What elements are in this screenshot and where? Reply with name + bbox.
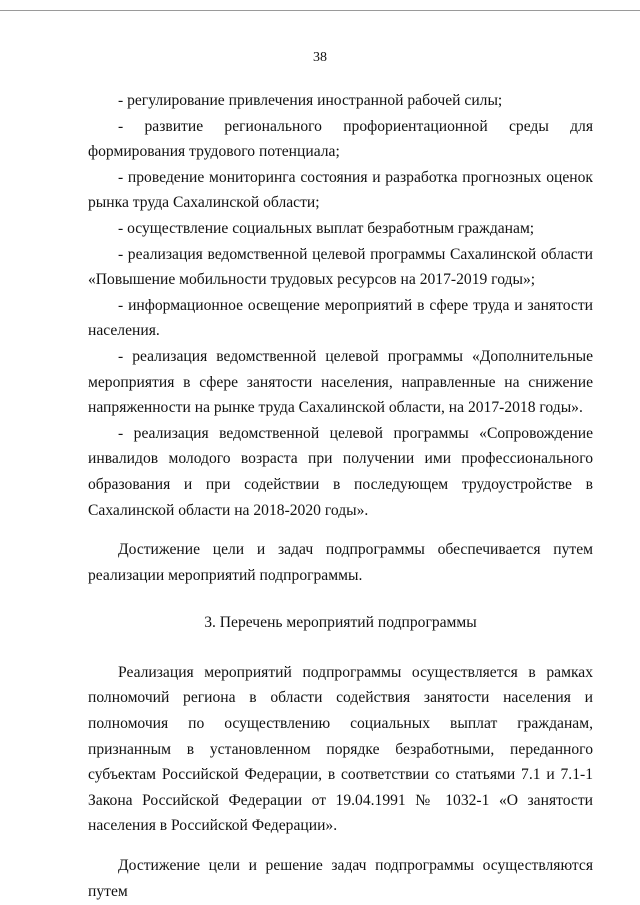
paragraph: - осуществление социальных выплат безработным гражданам; [118, 219, 535, 237]
paragraph: Реализация мероприятий подпрограммы осуществляется в рамках полномочий региона в области содействия занятости населения и полномочия по осуществлению социальных выплат гражданам, признанным в установленном порядке безработными, переданного субъектам Российской Федерации, в соответствии со статьями 7.1 и 7.1-1 Закона Российской Федерации от 19.04.1991 № 1032-1 «О занятости населения в Российской Федерации». [88, 663, 593, 835]
paragraph: Достижение цели и решение задач подпрограммы осуществляются путем [88, 857, 593, 900]
paragraph: - информационное освещение мероприятий в сфере труда и занятости населения. [88, 296, 593, 340]
paragraph: - реализация ведомственной целевой программы Сахалинской области «Повышение мобильности трудовых ресурсов на 2017-2019 годы»; [88, 245, 593, 289]
paragraph: - развитие регионального профориентационной среды для формирования трудового потенциала; [88, 117, 593, 161]
paragraph: - проведение мониторинга состояния и разработка прогнозных оценок рынка труда Сахалинской области; [88, 168, 593, 212]
paragraph: - регулирование привлечения иностранной рабочей силы; [118, 92, 503, 109]
paragraph: Достижение цели и задач подпрограммы обеспечивается путем реализации мероприятий подпрограммы. [88, 541, 593, 584]
document-body [88, 88, 593, 904]
paragraph: - реализация ведомственной целевой программы «Сопровождение инвалидов молодого возраста при получении ими профессионального образования и при содействии в последующем трудоустройстве в Сахалинской области на 2018-2020 годы». [88, 424, 593, 519]
page-number: 38 [313, 50, 327, 65]
section-heading: 3. Перечень мероприятий подпрограммы [204, 614, 477, 632]
paragraph: - реализация ведомственной целевой программы «Дополнительные мероприятия в сфере занятости населения, направленные на снижение напряженности на рынке труда Сахалинской области, на 2017-2018 годы». [88, 347, 593, 417]
scan-edge-line [0, 10, 640, 11]
